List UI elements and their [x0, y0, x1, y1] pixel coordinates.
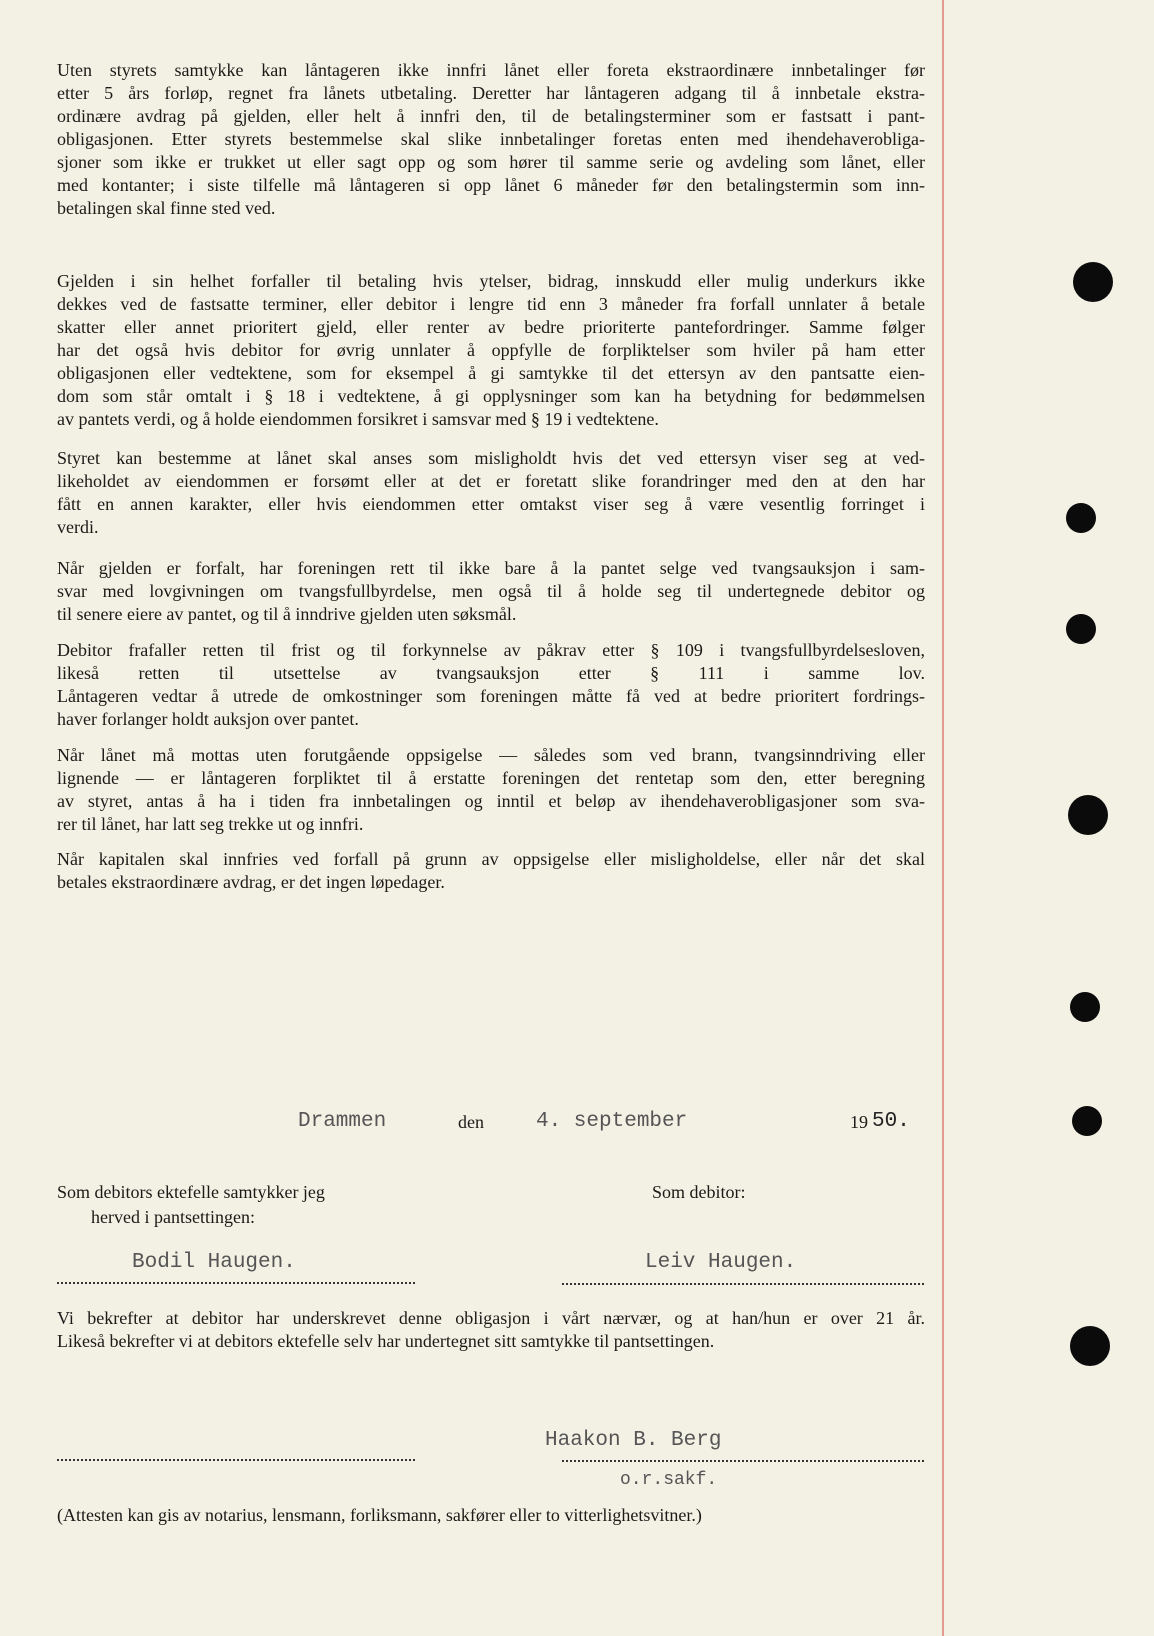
text-line: Når kapitalen skal innfries ved forfall på grunn av oppsigelse eller misligholdelse, eller når det skal — [57, 849, 925, 869]
text-line: av styret, antas å ha i tiden fra innbetalingen og inntil et beløp av ihendehaverobligasjoner som sva- — [57, 791, 925, 811]
paragraph — [57, 744, 925, 836]
text-line: til senere eiere av pantet, og til å inndrive gjelden uten søksmål. — [57, 604, 517, 624]
text-line: Når lånet må mottas uten forutgående oppsigelse — således som ved brann, tvangsinndriving eller — [57, 745, 925, 765]
attestation-line: Vi bekrefter at debitor har underskrevet denne obligasjon i vårt nærvær, og at han/hun er over 21 år. — [57, 1308, 925, 1328]
text-line: skatter eller annet prioritert gjeld, eller renter av bedre prioriterte pantefordringer. Samme følger — [57, 317, 925, 337]
witness-line-left — [57, 1459, 415, 1461]
text-line: betales ekstraordinære avdrag, er det ingen løpedager. — [57, 872, 445, 892]
text-line: rer til lånet, har latt seg trekke ut og innfri. — [57, 814, 364, 834]
text-line: Uten styrets samtykke kan låntageren ikke innfri lånet eller foreta ekstraordinære innbetalinger før — [57, 60, 925, 80]
paragraph — [57, 848, 925, 894]
paragraph — [57, 447, 925, 539]
text-line: etter 5 års forløp, regnet fra lånets utbetaling. Deretter har låntageren adgang til å innbetale ekstra- — [57, 83, 925, 103]
spouse-consent-label-2: herved i pantsettingen: — [91, 1207, 255, 1227]
punch-hole — [1068, 795, 1108, 835]
footnote: (Attesten kan gis av notarius, lensmann, forliksmann, sakfører eller to vitterlighetsvitner.) — [57, 1505, 702, 1525]
text-line: Styret kan bestemme at lånet skal anses som misligholdt hvis det ved ettersyn viser seg at ved- — [57, 448, 925, 468]
text-line: Når gjelden er forfalt, har foreningen rett til ikke bare å la pantet selge ved tvangsauksjon i sam- — [57, 558, 925, 578]
text-line: haver forlanger holdt auksjon over pantet. — [57, 709, 359, 729]
text-line: sjoner som ikke er trukket ut eller sagt opp og som hører til samme serie og avdeling som lånet, eller — [57, 152, 925, 172]
date-place: Drammen — [298, 1110, 387, 1133]
punch-hole — [1073, 262, 1113, 302]
punch-hole — [1066, 614, 1096, 644]
text-line: ordinære avdrag på gjelden, eller helt å innfri den, til de betalingsterminer som er fastsatt i pant- — [57, 106, 925, 126]
date-day-month: 4. september — [536, 1110, 688, 1133]
paragraph — [57, 270, 925, 431]
spouse-signature: Bodil Haugen. — [132, 1251, 296, 1274]
witness-line-right — [562, 1460, 924, 1462]
text-line: Debitor frafaller retten til frist og til forkynnelse av påkrav etter § 109 i tvangsfullbyrdelsesloven, — [57, 640, 925, 660]
debtor-signature: Leiv Haugen. — [645, 1251, 797, 1274]
witness-title: o.r.sakf. — [620, 1470, 718, 1490]
punch-hole — [1070, 992, 1100, 1022]
text-line: har det også hvis debitor for øvrig unnlater å oppfylle de forpliktelser som hviler på ham etter — [57, 340, 925, 360]
text-line: dom som står omtalt i § 18 i vedtektene, å gi opplysninger som kan ha betydning for bedømmelsen — [57, 386, 925, 406]
debtor-label: Som debitor: — [652, 1182, 746, 1202]
paragraph — [57, 557, 925, 626]
text-line: likeså retten til utsettelse av tvangsauksjon etter § 111 i samme lov. — [57, 663, 925, 683]
date-den: den — [458, 1112, 484, 1132]
punch-hole — [1070, 1326, 1110, 1366]
date-year-suffix: 50. — [872, 1110, 910, 1133]
text-line: betalingen skal finne sted ved. — [57, 198, 276, 218]
text-line: likeholdet av eiendommen er forsømt eller at det er foretatt slike forandringer med den at den har — [57, 471, 925, 491]
margin-line — [942, 0, 944, 1636]
text-line: obligasjonen. Etter styrets bestemmelse skal slike innbetalinger foretas enten med ihendehaverobliga- — [57, 129, 925, 149]
spouse-signature-line — [57, 1282, 415, 1284]
text-line: svar med lovgivningen om tvangsfullbyrdelse, men også til å holde seg til undertegnede debitor og — [57, 581, 925, 601]
debtor-signature-line — [562, 1283, 924, 1285]
paragraph — [57, 639, 925, 731]
text-line: Låntageren vedtar å utrede de omkostninger som foreningen måtte få ved at bedre prioritert fordrings- — [57, 686, 925, 706]
text-line: lignende — er låntageren forpliktet til å erstatte foreningen det rentetap som den, etter beregning — [57, 768, 925, 788]
text-line: obligasjonen eller vedtektene, som for eksempel å gi samtykke til det ettersyn av den pantsatte eien- — [57, 363, 925, 383]
punch-hole — [1066, 503, 1096, 533]
text-line: av pantets verdi, og å holde eiendommen forsikret i samsvar med § 19 i vedtektene. — [57, 409, 659, 429]
text-line: fått en annen karakter, eller hvis eiendommen etter omtakst viser seg å være vesentlig forringet i — [57, 494, 925, 514]
text-line: verdi. — [57, 517, 99, 537]
paragraph — [57, 59, 925, 220]
text-line: dekkes ved de fastsatte terminer, eller debitor i lengre tid enn 3 måneder fra forfall unnlater å betale — [57, 294, 925, 314]
text-line: med kontanter; i siste tilfelle må låntageren si opp lånet 6 måneder før den betalingstermin som inn- — [57, 175, 925, 195]
date-year-prefix: 19 — [850, 1112, 868, 1132]
punch-hole — [1072, 1106, 1102, 1136]
text-line: Gjelden i sin helhet forfaller til betaling hvis ytelser, bidrag, innskudd eller mulig underkurs ikke — [57, 271, 925, 291]
witness-signature: Haakon B. Berg — [545, 1429, 722, 1452]
attestation-line: Likeså bekrefter vi at debitors ektefelle selv har undertegnet sitt samtykke til pantsettingen. — [57, 1331, 715, 1351]
spouse-consent-label: Som debitors ektefelle samtykker jeg — [57, 1182, 325, 1202]
